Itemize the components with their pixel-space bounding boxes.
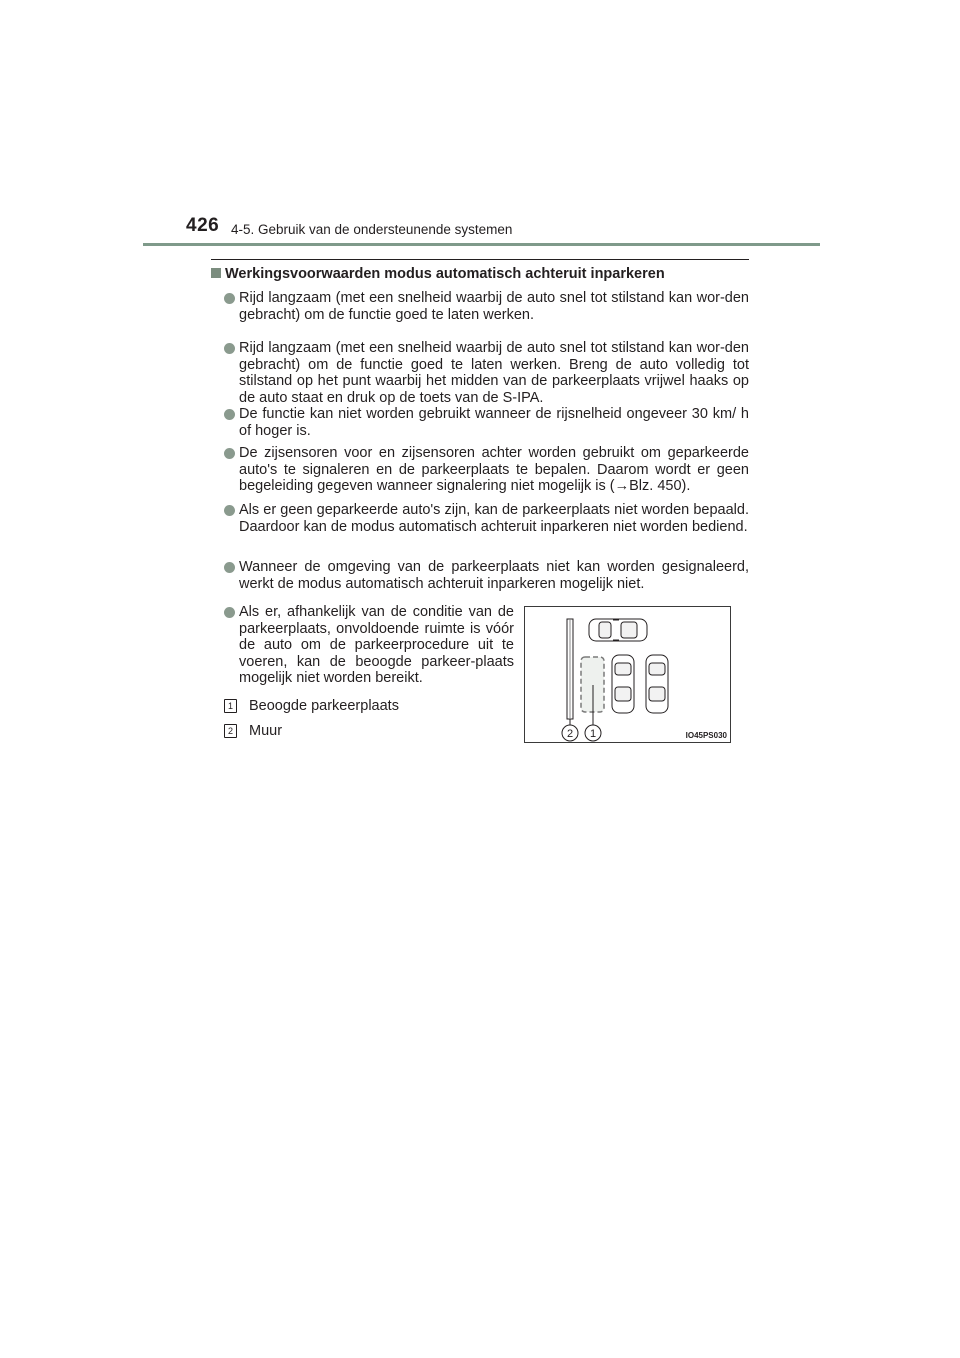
bullet-dot-icon xyxy=(224,409,235,420)
parked-car-icon xyxy=(646,655,668,713)
callout-item xyxy=(224,723,282,739)
bullet-dot-icon xyxy=(224,343,235,354)
list-item xyxy=(224,604,514,687)
list-item xyxy=(224,340,749,406)
bullet-dot-icon xyxy=(224,293,235,304)
section-title: 4-5. Gebruik van de ondersteunende systemen xyxy=(231,222,513,237)
list-item-text: Rijd langzaam (met een snelheid waarbij de auto snel tot stilstand kan wor-den gebracht) om de functie goed te laten werken. xyxy=(239,290,749,323)
car-horizontal-icon xyxy=(589,619,647,641)
header-rule xyxy=(143,243,820,246)
callout-number: 1 xyxy=(224,699,237,713)
callout-label: Muur xyxy=(249,723,283,739)
list-item-text: De functie kan niet worden gebruikt wanneer de rijsnelheid ongeveer 30 km/ h of hoger is. xyxy=(239,406,749,439)
list-item xyxy=(224,406,749,439)
list-item xyxy=(224,290,749,323)
bullet-dot-icon xyxy=(224,448,235,459)
list-item-text: Rijd langzaam (met een snelheid waarbij de auto snel tot stilstand kan wor-den gebracht) om de functie goed te laten werken. Breng de auto volledig tot stilstand op het punt waarbij het midden van de parkeerplaats vrijwel haaks op de auto staat en druk op de toets van de S-IPA. xyxy=(239,340,749,406)
list-item-text: Als er geen geparkeerde auto's zijn, kan de parkeerplaats niet worden bepaald. Daardoor kan de modus automatisch achteruit inparkeren niet worden bediend. xyxy=(239,502,749,535)
callout-number: 2 xyxy=(224,724,237,738)
list-item xyxy=(224,502,749,535)
bullet-dot-icon xyxy=(224,607,235,618)
callout-item xyxy=(224,698,399,714)
parked-car-icon xyxy=(612,655,634,713)
bullet-dot-icon xyxy=(224,505,235,516)
heading-text: Werkingsvoorwaarden modus automatisch achteruit inparkeren xyxy=(225,266,665,282)
bullet-dot-icon xyxy=(224,562,235,573)
callout-label: Beoogde parkeerplaats xyxy=(249,698,399,714)
list-item xyxy=(224,559,749,592)
marker-2-label: 2 xyxy=(566,728,574,740)
heading-rule xyxy=(211,259,749,260)
section-heading xyxy=(211,266,749,283)
list-item-text: Als er, afhankelijk van de conditie van de parkeerplaats, onvoldoende ruimte is vóór de auto om de parkeerprocedure uit te voeren, kan de beoogde parkeer-plaats mogelijk niet worden bereikt. xyxy=(239,604,514,687)
square-bullet-icon xyxy=(211,268,221,278)
list-item-text: Wanneer de omgeving van de parkeerplaats niet kan worden gesignaleerd, werkt de modus automatisch achteruit inparkeren mogelijk niet. xyxy=(239,559,749,592)
list-item xyxy=(224,445,749,495)
list-item-text: De zijsensoren voor en zijsensoren achter worden gebruikt om geparkeerde auto's te signaleren en de parkeerplaats te bepalen. Daarom wordt er geen begeleiding gegeven wanneer signalering niet mogelijk is (→Blz. 450). xyxy=(239,445,749,495)
parking-diagram xyxy=(524,606,731,743)
figure-code: IO45PS030 xyxy=(685,731,727,740)
marker-1-label: 1 xyxy=(589,728,597,740)
parking-illustration xyxy=(525,607,730,742)
page-number: 426 xyxy=(186,215,220,236)
